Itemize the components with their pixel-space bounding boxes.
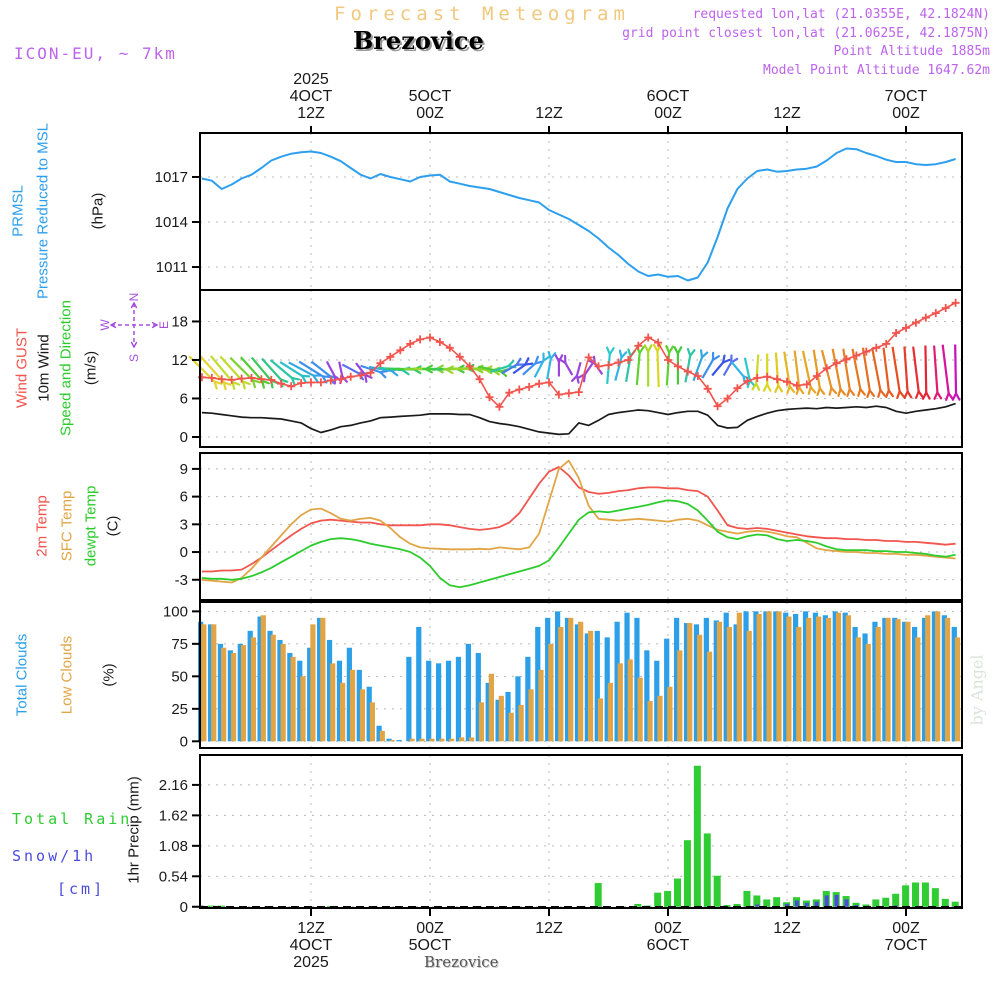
svg-text:12Z: 12Z <box>773 105 801 122</box>
svg-text:6OCT: 6OCT <box>646 937 690 954</box>
pressure-unit-label: (hPa) <box>89 192 107 230</box>
precip-unit-label: 1hr Precip (mm) <box>125 776 143 884</box>
model-label: ICON-EU, ~ 7km <box>14 44 177 63</box>
svg-text:N: N <box>127 292 141 302</box>
wind-unit-label: (m/s) <box>82 350 100 386</box>
svg-text:75: 75 <box>171 635 188 653</box>
station-title: Brezovice <box>353 26 484 55</box>
svg-text:W: W <box>98 319 112 331</box>
svg-text:1014: 1014 <box>154 214 188 232</box>
temp-2m-label: 2m Temp <box>33 495 51 557</box>
temp-sfc-label: SFC Temp <box>58 490 76 562</box>
pressure-label-prmsl: PRMSL <box>9 185 27 237</box>
svg-text:7OCT: 7OCT <box>884 937 928 954</box>
svg-text:6OCT: 6OCT <box>646 88 690 105</box>
svg-text:1011: 1011 <box>155 259 188 277</box>
low-clouds-label: Low Clouds <box>58 635 76 715</box>
wind-10m-label: 10m Wind <box>35 334 53 402</box>
svg-text:6: 6 <box>179 390 188 408</box>
svg-text:S: S <box>127 353 141 363</box>
wind-gust-label: Wind GUST <box>13 327 31 409</box>
panel-clouds <box>163 602 962 750</box>
svg-text:2025: 2025 <box>293 71 329 88</box>
svg-text:00Z: 00Z <box>892 920 920 937</box>
footer-station-label: Brezovice <box>424 953 499 971</box>
svg-text:3: 3 <box>179 516 188 534</box>
grid-point-coords: grid point closest lon,lat (21.0625E, 42.1875N) <box>622 25 990 41</box>
svg-text:E: E <box>157 320 171 330</box>
svg-text:00Z: 00Z <box>416 105 444 122</box>
svg-text:12Z: 12Z <box>297 920 325 937</box>
svg-text:1017: 1017 <box>154 168 188 186</box>
svg-text:0: 0 <box>179 428 188 446</box>
svg-text:12Z: 12Z <box>535 105 563 122</box>
svg-text:2025: 2025 <box>293 954 329 971</box>
forecast-title: Forecast Meteogram <box>334 3 630 25</box>
panel-pressure <box>155 133 962 290</box>
svg-text:12: 12 <box>171 351 188 369</box>
temp-dewpt-label: dewpt Temp <box>82 485 100 567</box>
svg-text:12Z: 12Z <box>535 920 563 937</box>
svg-text:9: 9 <box>179 460 188 478</box>
total-clouds-label: Total Clouds <box>13 633 31 717</box>
svg-text:0.54: 0.54 <box>158 868 188 886</box>
svg-text:2.16: 2.16 <box>158 776 188 794</box>
author-watermark: by Angel <box>967 654 987 726</box>
svg-text:50: 50 <box>171 668 188 686</box>
svg-text:4OCT: 4OCT <box>289 88 333 105</box>
svg-text:25: 25 <box>171 700 188 718</box>
temp-unit-label: (C) <box>104 515 122 537</box>
svg-text:00Z: 00Z <box>654 105 682 122</box>
svg-text:1.08: 1.08 <box>158 837 188 855</box>
pressure-label-long: Pressure Reduced to MSL <box>34 123 52 299</box>
time-axis <box>290 71 928 971</box>
svg-text:5OCT: 5OCT <box>408 88 452 105</box>
requested-coords: requested lon,lat (21.0355E, 42.1824N) <box>692 7 990 22</box>
snow-label: Snow/1h <box>12 847 97 865</box>
svg-text:0: 0 <box>179 898 188 916</box>
svg-text:00Z: 00Z <box>416 920 444 937</box>
panel-wind <box>171 290 962 447</box>
panel-temp <box>175 453 962 600</box>
svg-text:6: 6 <box>179 488 188 506</box>
svg-text:12Z: 12Z <box>297 105 325 122</box>
model-point-altitude: Model Point Altitude 1647.62m <box>763 62 990 78</box>
svg-text:100: 100 <box>162 603 188 621</box>
snow-unit-label: [cm] <box>57 880 106 898</box>
svg-text:-3: -3 <box>174 571 188 589</box>
svg-text:1.62: 1.62 <box>158 807 188 825</box>
svg-text:4OCT: 4OCT <box>289 937 333 954</box>
svg-text:18: 18 <box>171 313 188 331</box>
svg-text:0: 0 <box>179 733 188 751</box>
point-altitude: Point Altitude 1885m <box>833 44 990 59</box>
svg-text:0: 0 <box>179 544 188 562</box>
svg-text:7OCT: 7OCT <box>884 88 928 105</box>
svg-text:00Z: 00Z <box>892 105 920 122</box>
svg-text:12Z: 12Z <box>773 920 801 937</box>
clouds-unit-label: (%) <box>100 663 118 687</box>
panel-precip <box>159 755 962 916</box>
compass-icon <box>98 293 171 362</box>
wind-speed-dir-label: Speed and Direction <box>57 300 75 436</box>
svg-text:5OCT: 5OCT <box>408 937 452 954</box>
svg-text:00Z: 00Z <box>654 920 682 937</box>
total-rain-label: Total Rain <box>12 810 133 828</box>
